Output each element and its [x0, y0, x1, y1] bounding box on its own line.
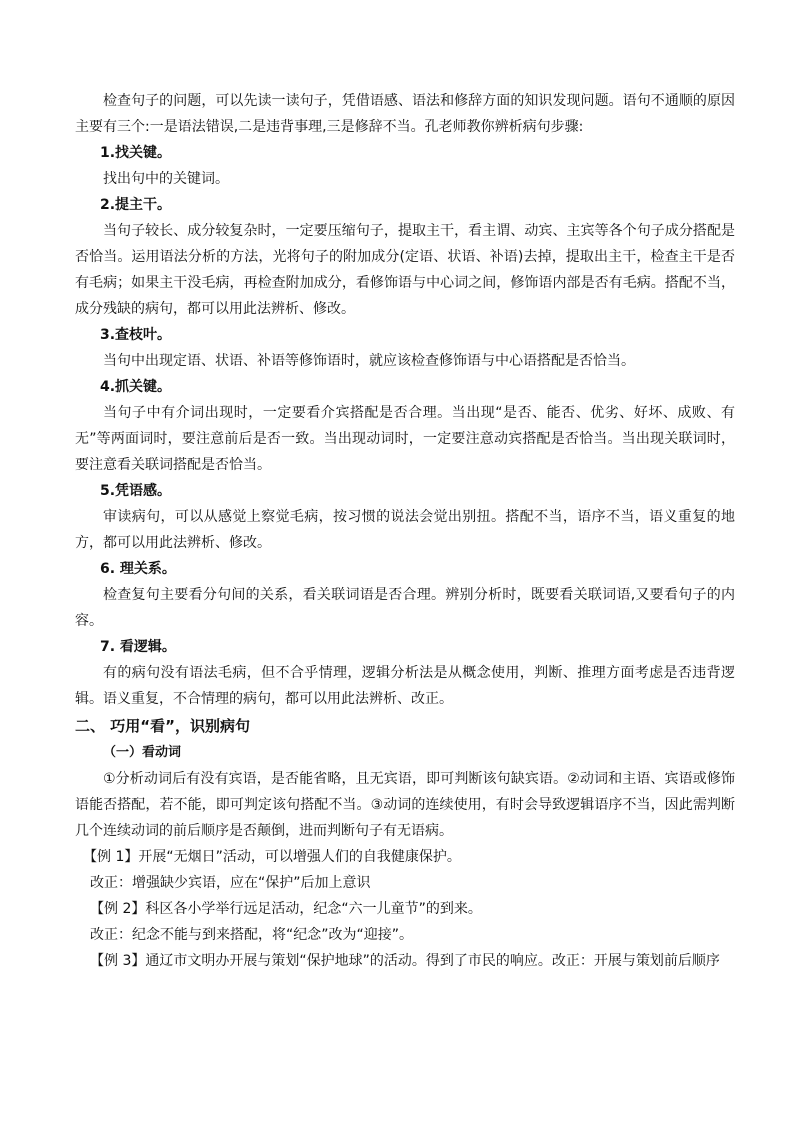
example-2: 【例 2】科区各小学举行远足活动，纪念“六一儿童节”的到来。: [90, 901, 482, 917]
fix-2: 改正：纪念不能与到来搭配，将“纪念”改为“迎接”。: [90, 927, 414, 943]
step-title-1: 1.找关键。: [100, 145, 172, 161]
step-title-7: 7. 看逻辑。: [100, 639, 176, 655]
step-body-4: 当句子中有介词出现时，一定要看介宾搭配是否合理。当出现“是否、能否、优劣、好坏、成败、有无”等两面词时，要注意前后是否一致。当出现动词时，一定要注意动宾搭配是否恰当。当出现关联词时，要注意看关联词搭配是否恰当。: [75, 405, 735, 473]
fix-1: 改正：增强缺少宾语，应在“保护”后加上意识: [90, 875, 371, 891]
step-body-2: 当句子较长、成分较复杂时，一定要压缩句子，提取主干，看主谓、动宾、主宾等各个句子成分搭配是否恰当。运用语法分析的方法，光将句子的附加成分(定语、状语、补语)去掉，提取出主干，检查主干是否有毛病；如果主干没毛病，再检查附加成分，看修饰语与中心词之间，修饰语内部是否有毛病。搭配不当，成分残缺的病句，都可以用此法辨析、修改。: [75, 223, 735, 317]
section-2-title: 二、 巧用“看”，识别病句: [75, 717, 250, 735]
section-2-body: ①分析动词后有没有宾语，是否能省略，且无宾语，即可判断该句缺宾语。②动词和主语、宾语或修饰语能否搭配，若不能，即可判定该句搭配不当。③动词的连续使用，有时会导致逻辑语序不当，因此需判断几个连续动词的前后顺序是否颠倒，进而判断句子有无语病。: [75, 771, 735, 839]
step-title-3: 3.查枝叶。: [100, 327, 172, 343]
step-body-6: 检查复句主要看分句间的关系，看关联词语是否合理。辨别分析时，既要看关联词语,又要看句子的内容。: [75, 587, 735, 629]
example-1: 【例 1】开展“无烟日”活动，可以增强人们的自我健康保护。: [83, 849, 461, 865]
intro-paragraph: 检查句子的问题，可以先读一读句子，凭借语感、语法和修辞方面的知识发现问题。语句不通顺的原因主要有三个:一是语法错误,二是违背事理,三是修辞不当。孔老师教你辨析病句步骤:: [75, 93, 735, 135]
section-2-subtitle-verbs: （一）看动词: [103, 745, 182, 760]
step-body-5: 审读病句，可以从感觉上察觉毛病，按习惯的说法会觉出别扭。搭配不当，语序不当，语义重复的地方，都可以用此法辨析、修改。: [75, 509, 735, 551]
step-body-7: 有的病句没有语法毛病，但不合乎情理，逻辑分析法是从概念使用，判断、推理方面考虑是否违背逻辑。语义重复，不合情理的病句，都可以用此法辨析、改正。: [75, 665, 735, 707]
example-3: 【例 3】通辽市文明办开展与策划“保护地球”的活动。得到了市民的响应。改正：开展与策划前后顺序: [90, 953, 720, 969]
step-title-2: 2.提主干。: [100, 197, 172, 213]
step-body-3: 当句中出现定语、状语、补语等修饰语时，就应该检查修饰语与中心语搭配是否恰当。: [103, 353, 635, 369]
step-title-6: 6. 理关系。: [100, 561, 176, 577]
step-body-1: 找出句中的关键词。: [103, 171, 229, 187]
step-title-5: 5.凭语感。: [100, 483, 172, 499]
document-page: [75, 88, 735, 974]
step-title-4: 4.抓关键。: [100, 379, 172, 395]
